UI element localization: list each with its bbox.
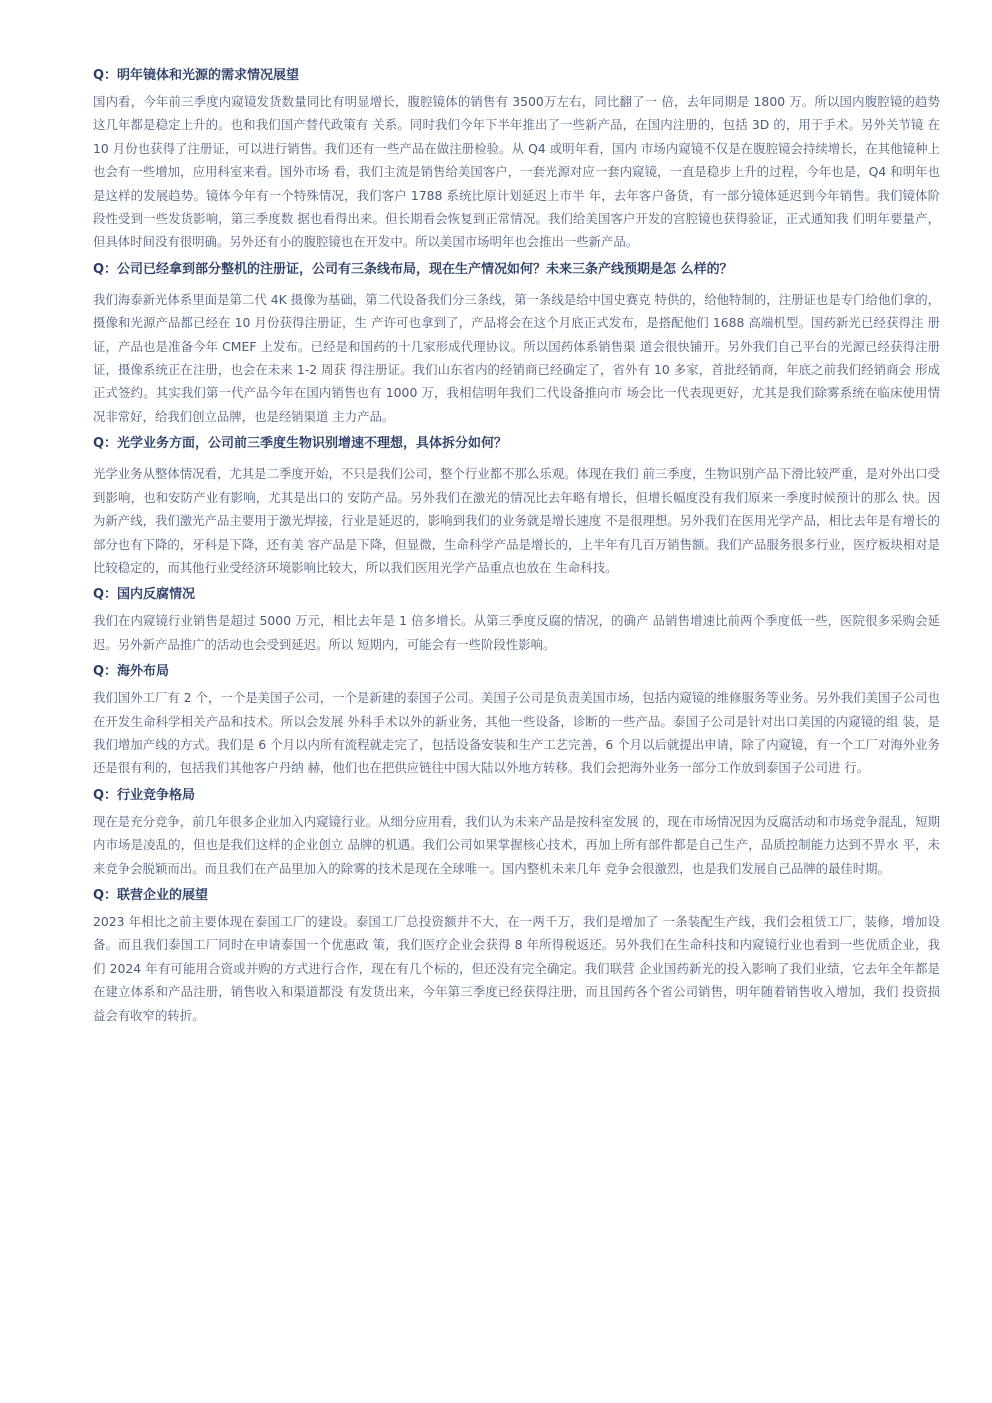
qa-section-competition xyxy=(93,786,940,880)
question-heading: Q：联营企业的展望 xyxy=(93,887,209,903)
qa-section-production-lines xyxy=(93,260,940,428)
qa-section-anti-corruption xyxy=(93,585,940,656)
question-heading: Q：明年镜体和光源的需求情况展望 xyxy=(93,68,300,83)
question-heading: Q：光学业务方面，公司前三季度生物识别增速不理想，具体拆分如何？ xyxy=(93,436,508,452)
answer-paragraph: 光学业务从整体情况看，尤其是二季度开始，不只是我们公司，整个行业都不那么乐观。体现在我们 前三季度，生物识别产品下滑比较严重，是对外出口受到影响，也和安防产业有影响，尤其是出口的 安防产品。另外我们在激光的情况比去年略有增长，但增长幅度没有我们原来一季度时候预计的那么 快。因为新产线，我们激光产品主要用于激光焊接，行业是延迟的，影响到我们的业务就是增长速度 不是很理想。另外我们在医用光学产品，相比去年是有增长的部分也有下降的，牙科是下降，还有美 容产品是下降，但显微，生命科学产品是增长的，上半年有几百万销售额。我们产品服务很多行业，医疗板块相对是比较稳定的，而其他行业受经济环境影响比较大，所以我们医用光学产品重点也放在 生命科技。 xyxy=(93,466,940,575)
question-heading: Q：海外布局 xyxy=(93,664,170,680)
answer-paragraph: 国内看，今年前三季度内窥镜发货数量同比有明显增长，腹腔镜体的销售有 3500万左右，同比翻了一 倍，去年同期是 1800 万。所以国内腹腔镜的趋势这几年都是稳定上升的。也和我们国产替代政策有 关系。同时我们今年下半年推出了一些新产品，在国内注册的，包括 3D 的，用于手术。另外关节镜 在 10 月份也获得了注册证，可以进行销售。我们还有一些产品在做注册检验。从 Q4 或明年看，国内 市场内窥镜不仅是在腹腔镜会持续增长，在其他镜种上也会有一些增加，应用科室来看。国外市场 看，我们主流是销售给美国客户，一套光源对应一套内窥镜，一直是稳步上升的过程，今年也是，Q4 和明年也是这样的发展趋势。镜体今年有一个特殊情况，我们客户 1788 系统比原计划延迟上市半 年，去年客户备货，有一部分镜体延迟到今年销售。我们镜体阶段性受到一些发货影响，第三季度数 据也看得出来。但长期看会恢复到正常情况。我们给美国客户开发的宫腔镜也获得验证，正式通知我 们明年要量产，但具体时间没有很明确。另外还有小的腹腔镜也在开发中。所以美国市场明年也会推出一些新产品。 xyxy=(93,94,940,250)
answer-paragraph: 我们海泰新光体系里面是第二代 4K 摄像为基础，第二代设备我们分三条线，第一条线是给中国史赛克 特供的，给他特制的，注册证也是专门给他们拿的，摄像和光源产品都已经在 10 月份获得注册证，生 产许可也拿到了，产品将会在这个月底正式发布，是搭配他们 1688 高端机型。国药新光已经获得注 册证，产品也是准备今年 CMEF 上发布。已经是和国药的十几家形成代理协议。所以国药体系销售渠 道会很快铺开。另外我们自己平台的光源已经获得注册证，摄像系统正在注册，也会在未来 1-2 周获 得注册证。我们山东省内的经销商已经确定了，省外有 10 多家，首批经销商，年底之前我们经销商会 形成正式签约。其实我们第一代产品今年在国内销售也有 1000 万，我相信明年我们二代设备推向市 场会比一代表现更好，尤其是我们除雾系统在临床使用情况非常好，给我们创立品牌，也是经销渠道 主力产品。 xyxy=(93,291,940,424)
answer-paragraph: 2023 年相比之前主要体现在泰国工厂的建设。泰国工厂总投资额并不大，在一两千万，我们是增加了 一条装配生产线，我们会租赁工厂，装修，增加设备。而且我们泰国工厂同时在申请泰国一个优惠政 策，我们医疗企业会获得 8 年所得税返还。另外我们在生命科技和内窥镜行业也看到一些优质企业，我们 2024 年有可能用合资或并购的方式进行合作，现在有几个标的，但还没有完全确定。我们联营 企业国药新光的投入影响了我们业绩，它去年全年都是在建立体系和产品注册，销售收入和渠道都没 有发货出来，今年第三季度已经获得注册，而且国药各个省公司销售，明年随着销售收入增加，我们 投资损益会有收窄的转折。 xyxy=(93,913,940,1023)
question-heading: Q：国内反腐情况 xyxy=(93,587,196,603)
qa-section-demand-outlook xyxy=(93,66,940,254)
answer-paragraph: 我们在内窥镜行业销售是超过 5000 万元，相比去年是 1 倍多增长。从第三季度反腐的情况，的确产 品销售增速比前两个季度低一些，医院很多采购会延迟。另外新产品推广的活动也会受到延迟。所以 短期内，可能会有一些阶段性影响。 xyxy=(93,613,940,652)
question-heading: Q：行业竞争格局 xyxy=(93,787,196,803)
answer-paragraph: 我们国外工厂有 2 个，一个是美国子公司，一个是新建的泰国子公司。美国子公司是负责美国市场，包括内窥镜的维修服务等业务。另外我们美国子公司也在开发生命科学相关产品和技术。所以会发展 外科手术以外的新业务，其他一些设备，诊断的一些产品。泰国子公司是针对出口美国的内窥镜的组 装，是我们增加产线的方式。我们是 6 个月以内所有流程就走完了，包括设备安装和生产工艺完善，6 个月以后就提出申请，除了内窥镜，有一个工厂对海外业务还是很有利的，包括我们其他客户丹纳 赫，他们也在把供应链往中国大陆以外地方转移。我们会把海外业务一部分工作放到泰国子公司进 行。 xyxy=(93,690,940,776)
answer-paragraph: 现在是充分竞争，前几年很多企业加入内窥镜行业。从细分应用看，我们认为未来产品是按科室发展 的，现在市场情况因为反腐活动和市场竞争混乱，短期内市场是凌乱的，但也是我们这样的企业创立 品牌的机遇。我们公司如果掌握核心技术，再加上所有部件都是自己生产，品质控制能力达到不畀水 平，未来竞争会脱颖而出。而且我们在产品里加入的除雾的技术是现在全球唯一。国内整机未来几年 竞争会很激烈，也是我们发展自己品牌的最佳时期。 xyxy=(93,813,940,876)
qa-section-associate-outlook xyxy=(93,886,940,1027)
qa-section-optical-business xyxy=(93,434,940,579)
question-heading: Q：公司已经拿到部分整机的注册证，公司有三条线布局，现在生产情况如何？未来三条产线预期是怎 么样的？ xyxy=(93,261,733,277)
qa-section-overseas-layout xyxy=(93,662,940,780)
